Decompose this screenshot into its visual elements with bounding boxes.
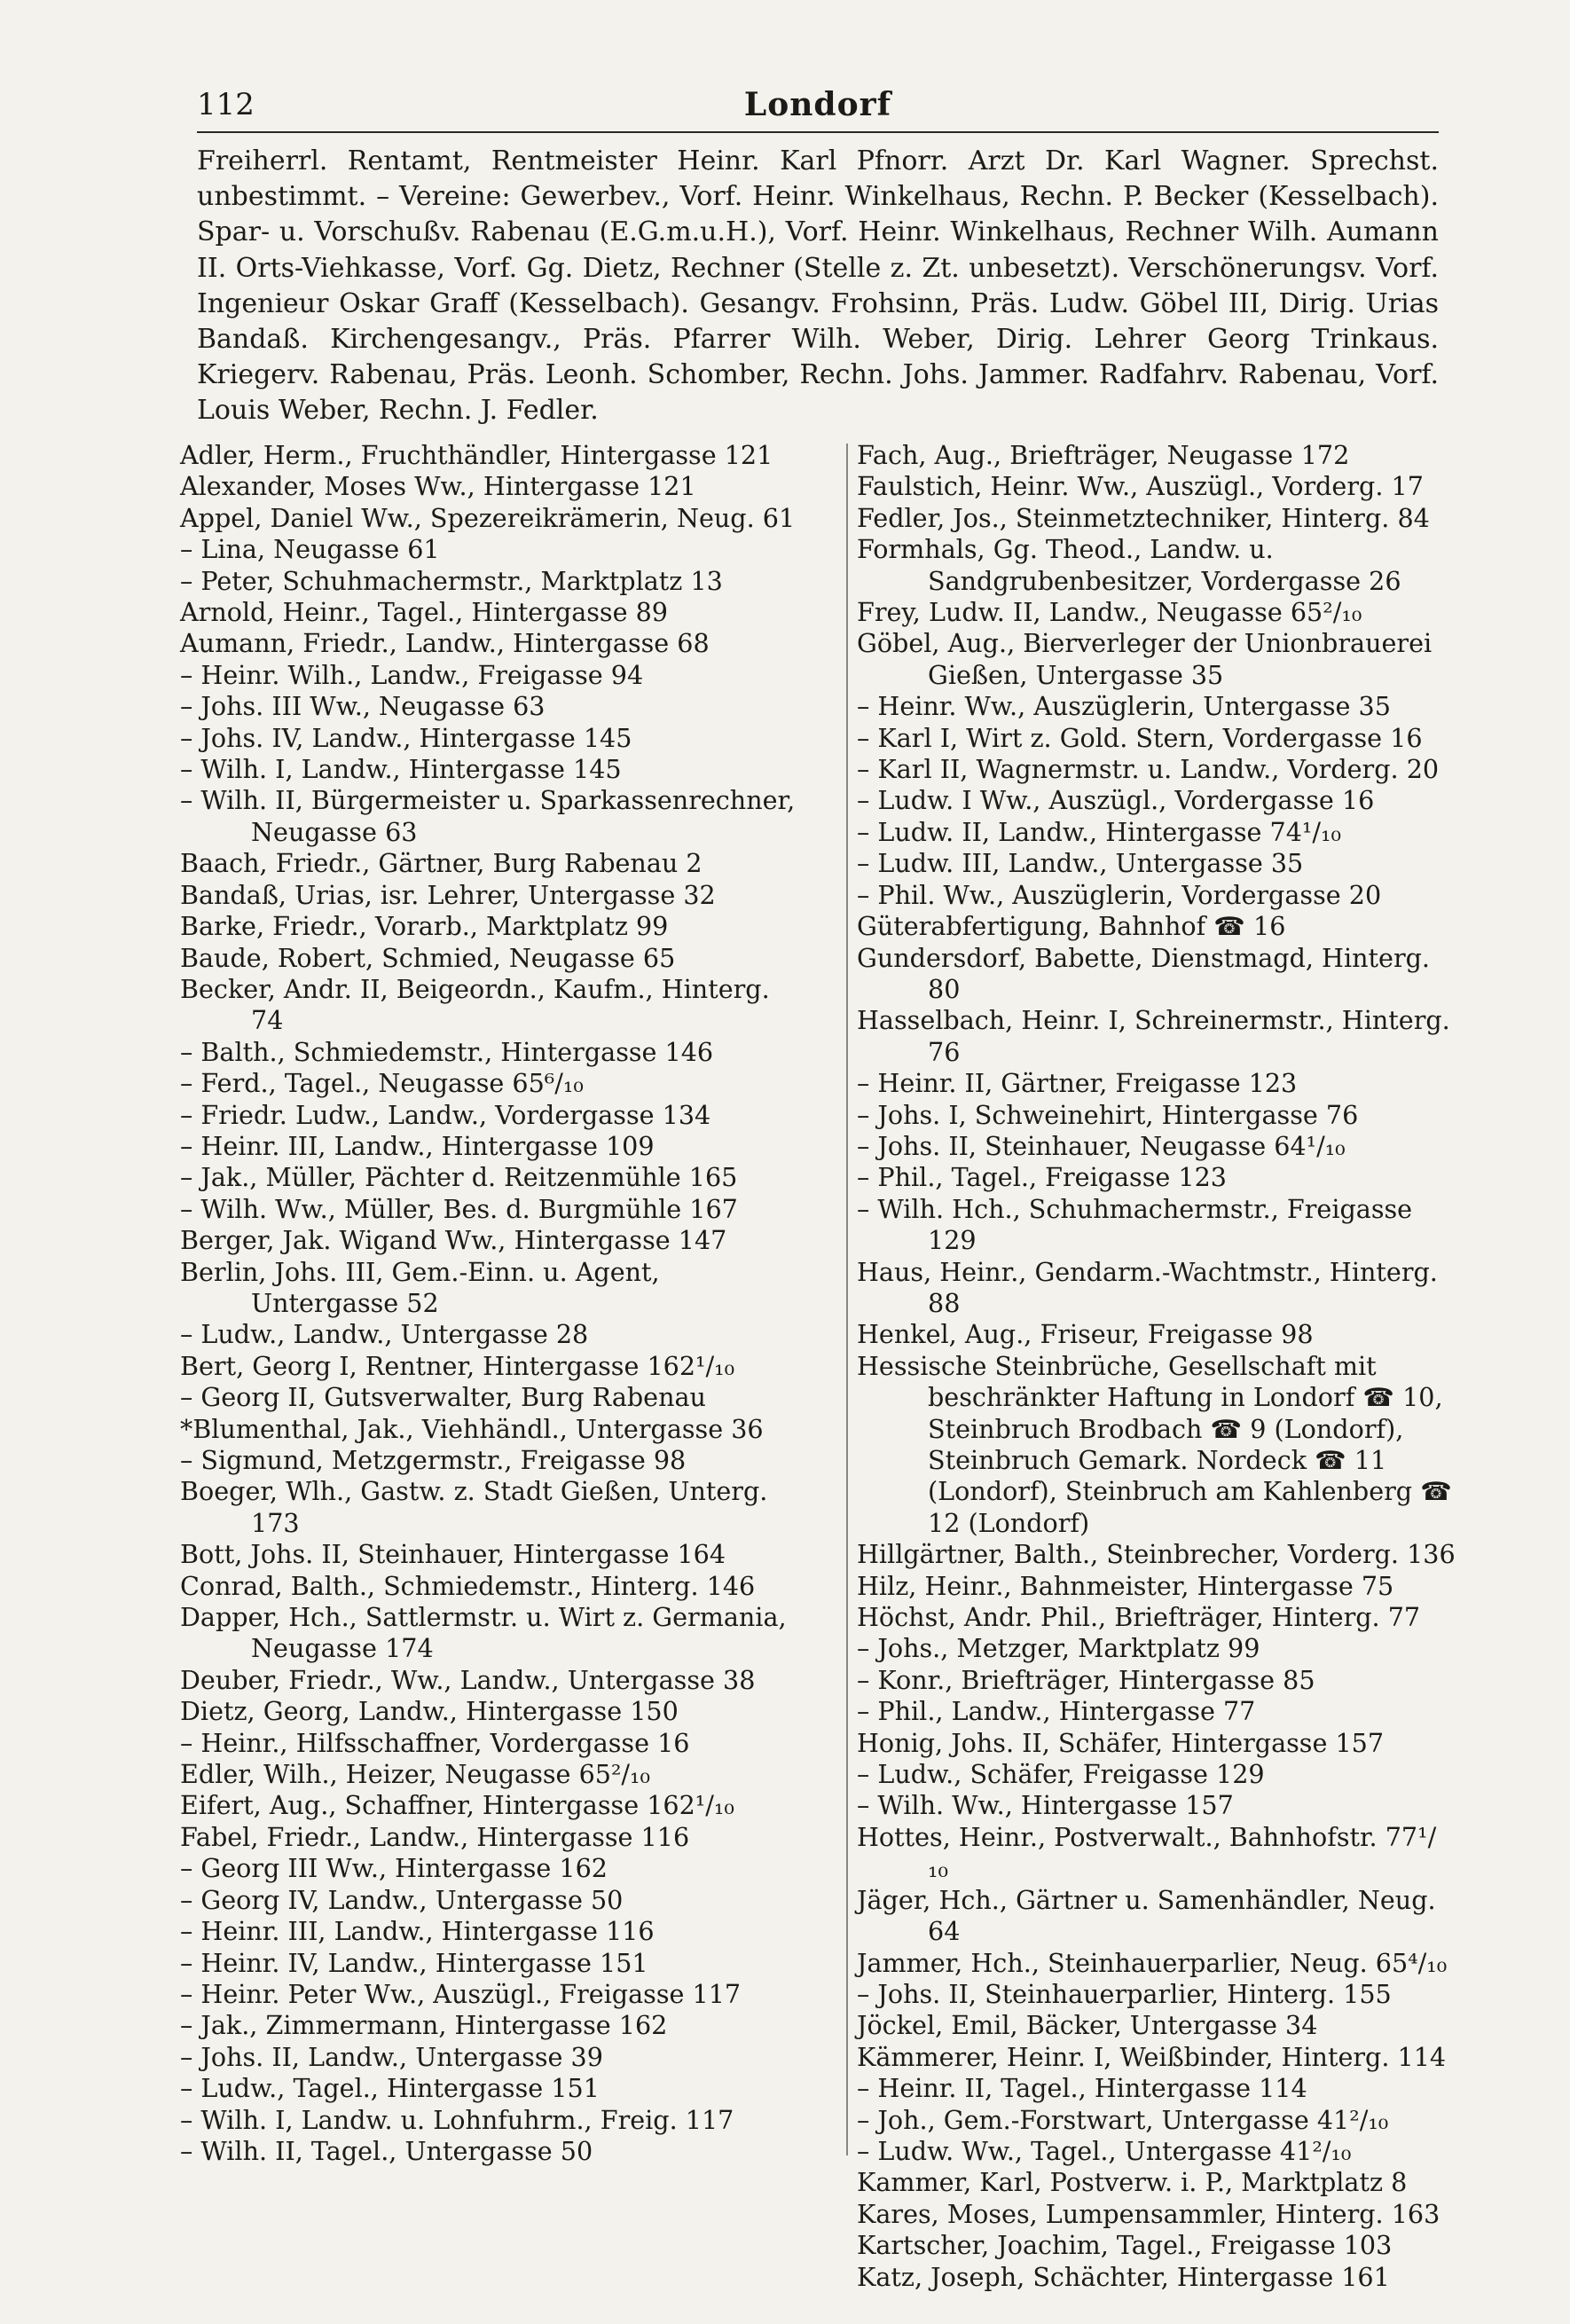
town-institutions-paragraph [197, 144, 1439, 429]
directory-entry: – Johs., Metzger, Marktplatz 99 [857, 1633, 1260, 1664]
directory-entry: Jöckel, Emil, Bäcker, Untergasse 34 [857, 2010, 1318, 2041]
directory-entry: Appel, Daniel Ww., Spezereikrämerin, Neug. 61 [180, 502, 796, 533]
directory-entry: Göbel, Aug., Bierverleger der Unionbrauerei Gießen, Untergasse 35 [857, 628, 1433, 690]
directory-entry: – Joh., Gem.-Forstwart, Untergasse 41²/₁₀ [857, 2104, 1389, 2135]
directory-entry: – Johs. II, Steinhauer, Neugasse 64¹/₁₀ [857, 1130, 1346, 1161]
directory-entry: Hasselbach, Heinr. I, Schreinermstr., Hinterg. 76 [857, 1005, 1450, 1067]
directory-entry: Hillgärtner, Balth., Steinbrecher, Vorderg. 136 [857, 1539, 1456, 1570]
directory-entry: – Heinr. II, Tagel., Hintergasse 114 [857, 2073, 1307, 2104]
directory-entry: Arnold, Heinr., Tagel., Hintergasse 89 [180, 597, 668, 628]
directory-entry: Kares, Moses, Lumpensammler, Hinterg. 163 [857, 2198, 1440, 2229]
directory-entry: – Phil. Ww., Auszüglerin, Vordergasse 20 [857, 879, 1382, 910]
directory-entry: Alexander, Moses Ww., Hintergasse 121 [180, 471, 696, 502]
directory-entry: Conrad, Balth., Schmiedemstr., Hinterg. 146 [180, 1570, 756, 1601]
directory-entry: Jammer, Hch., Steinhauerparlier, Neug. 65⁴/₁₀ [857, 1947, 1448, 1978]
directory-entry: Edler, Wilh., Heizer, Neugasse 65²/₁₀ [180, 1759, 650, 1790]
directory-entry: – Phil., Tagel., Freigasse 123 [857, 1162, 1227, 1193]
directory-entry: – Phil., Landw., Hintergasse 77 [857, 1696, 1256, 1727]
directory-entry: Dapper, Hch., Sattlermstr. u. Wirt z. Germania, Neugasse 174 [180, 1602, 787, 1664]
directory-entry: – Wilh. Ww., Hintergasse 157 [857, 1790, 1234, 1821]
directory-entry: – Ludw., Landw., Untergasse 28 [180, 1319, 589, 1350]
directory-entry: – Jak., Müller, Pächter d. Reitzenmühle 165 [180, 1162, 738, 1193]
directory-entry: – Heinr. III, Landw., Hintergasse 109 [180, 1130, 655, 1161]
directory-entry: Kartscher, Joachim, Tagel., Freigasse 103 [857, 2230, 1393, 2261]
directory-entry: Bott, Johs. II, Steinhauer, Hintergasse 164 [180, 1539, 726, 1570]
directory-entry: Deuber, Friedr., Ww., Landw., Untergasse 38 [180, 1664, 756, 1695]
directory-entry: Honig, Johs. II, Schäfer, Hintergasse 157 [857, 1727, 1385, 1758]
directory-entry: – Peter, Schuhmachermstr., Marktplatz 13 [180, 565, 723, 596]
directory-entry: – Johs. II, Landw., Untergasse 39 [180, 2041, 603, 2072]
directory-entry: – Wilh. II, Tagel., Untergasse 50 [180, 2135, 593, 2166]
directory-entry: Adler, Herm., Fruchthändler, Hintergasse 121 [180, 440, 773, 470]
directory-entry: Frey, Ludw. II, Landw., Neugasse 65²/₁₀ [857, 597, 1362, 628]
directory-entry: – Heinr. III, Landw., Hintergasse 116 [180, 1916, 655, 1947]
directory-entry: Fabel, Friedr., Landw., Hintergasse 116 [180, 1821, 690, 1852]
directory-entry: Katz, Joseph, Schächter, Hintergasse 161 [857, 2261, 1390, 2292]
directory-entry: Eifert, Aug., Schaffner, Hintergasse 162¹/₁₀ [180, 1790, 734, 1821]
directory-entry: Boeger, Wlh., Gastw. z. Stadt Gießen, Unterg. 173 [180, 1476, 768, 1538]
directory-entry: Bert, Georg I, Rentner, Hintergasse 162¹/₁₀ [180, 1350, 735, 1381]
directory-entry: – Heinr. Peter Ww., Auszügl., Freigasse 117 [180, 1978, 742, 2009]
directory-entry: – Ludw., Schäfer, Freigasse 129 [857, 1759, 1265, 1790]
directory-entry: Hessische Steinbrüche, Gesellschaft mit beschränkter Haftung in Londorf ☎ 10, Steinbruch Brodbach ☎ 9 (Londorf), Steinbruch Gemark. Nordeck ☎ 11 (Londorf), Steinbruch am Kahlenberg ☎ 12 (Londorf) [857, 1350, 1452, 1538]
institutions-text: Freiherrl. Rentamt, Rentmeister Heinr. Karl Pfnorr. Arzt Dr. Karl Wagner. Sprechst. unbestimmt. – Vereine: Gewerbev., Vorf. Heinr. Winkelhaus, Rechn. P. Becker (Kesselbach). Spar- u. Vorschußv. Rabenau (E.G.m.u.H.), Vorf. Heinr. Winkelhaus, Rechner Wilh. Aumann II. Orts-Viehkasse, Vorf. Gg. Dietz, Rechner (Stelle z. Zt. unbesetzt). Verschönerungsv. Vorf. Ingenieur Oskar Graff (Kesselbach). Gesangv. Frohsinn, Präs. Ludw. Göbel III, Dirig. Urias Bandaß. Kirchengesangv., Präs. Pfarrer Wilh. Weber, Dirig. Lehrer Georg Trinkaus. Kriegerv. Rabenau, Präs. Leonh. Schomber, Rechn. Johs. Jammer. Radfahrv. Rabenau, Vorf. Louis Weber, Rechn. J. Fedler. [197, 145, 1439, 427]
directory-entry: – Georg II, Gutsverwalter, Burg Rabenau [180, 1382, 706, 1413]
directory-entry: – Ferd., Tagel., Neugasse 65⁶/₁₀ [180, 1068, 584, 1099]
directory-entry: – Georg IV, Landw., Untergasse 50 [180, 1884, 624, 1915]
page-header [197, 87, 1439, 133]
directory-entry: – Ludw. II, Landw., Hintergasse 74¹/₁₀ [857, 816, 1341, 847]
directory-entry: – Johs. II, Steinhauerparlier, Hinterg. 155 [857, 1978, 1392, 2009]
directory-entry: – Heinr. Wilh., Landw., Freigasse 94 [180, 659, 644, 690]
directory-entry: Berlin, Johs. III, Gem.-Einn. u. Agent, Untergasse 52 [180, 1256, 660, 1318]
directory-entry: – Georg III Ww., Hintergasse 162 [180, 1853, 608, 1884]
directory-entry: – Johs. I, Schweinehirt, Hintergasse 76 [857, 1099, 1359, 1130]
directory-entry: – Wilh. I, Landw., Hintergasse 145 [180, 754, 622, 785]
directory-entry: – Lina, Neugasse 61 [180, 534, 440, 565]
directory-entry: – Wilh. I, Landw. u. Lohnfuhrm., Freig. 117 [180, 2104, 734, 2135]
directory-entry: Faulstich, Heinr. Ww., Auszügl., Vorderg. 17 [857, 471, 1424, 502]
directory-entry: – Johs. IV, Landw., Hintergasse 145 [180, 722, 632, 753]
directory-entry: Gundersdorf, Babette, Dienstmagd, Hinterg. 80 [857, 942, 1431, 1004]
directory-entry: – Heinr. IV, Landw., Hintergasse 151 [180, 1947, 648, 1978]
directory-entry: – Heinr. II, Gärtner, Freigasse 123 [857, 1068, 1298, 1099]
directory-entry: Jäger, Hch., Gärtner u. Samenhändler, Neug. 64 [857, 1884, 1436, 1947]
directory-entry: Henkel, Aug., Friseur, Freigasse 98 [857, 1319, 1314, 1350]
directory-entry: – Jak., Zimmermann, Hintergasse 162 [180, 2010, 668, 2041]
directory-entry: *Blumenthal, Jak., Viehhändl., Untergasse 36 [180, 1413, 764, 1444]
directory-entry: Baude, Robert, Schmied, Neugasse 65 [180, 942, 676, 973]
directory-entry: Hilz, Heinr., Bahnmeister, Hintergasse 75 [857, 1570, 1394, 1601]
directory-entry: Berger, Jak. Wigand Ww., Hintergasse 147 [180, 1225, 727, 1256]
directory-entry: Baach, Friedr., Gärtner, Burg Rabenau 2 [180, 848, 703, 879]
directory-entry: – Konr., Briefträger, Hintergasse 85 [857, 1664, 1315, 1695]
directory-entry: – Ludw. I Ww., Auszügl., Vordergasse 16 [857, 785, 1375, 816]
directory-entry: – Karl II, Wagnermstr. u. Landw., Vorderg. 20 [857, 754, 1440, 785]
directory-entry: Güterabfertigung, Bahnhof ☎ 16 [857, 911, 1286, 942]
directory-entry: Barke, Friedr., Vorarb., Marktplatz 99 [180, 911, 669, 942]
directory-entry: Formhals, Gg. Theod., Landw. u. Sandgrubenbesitzer, Vordergasse 26 [857, 534, 1401, 596]
directory-entry: Fach, Aug., Briefträger, Neugasse 172 [857, 440, 1350, 470]
directory-entry: – Ludw., Tagel., Hintergasse 151 [180, 2073, 600, 2104]
directory-entry: Haus, Heinr., Gendarm.-Wachtmstr., Hinterg. 88 [857, 1256, 1438, 1318]
directory-entry: Becker, Andr. II, Beigeordn., Kaufm., Hinterg. 74 [180, 973, 770, 1036]
directory-entry: Höchst, Andr. Phil., Briefträger, Hinterg. 77 [857, 1602, 1421, 1633]
directory-entry: – Karl I, Wirt z. Gold. Stern, Vordergasse 16 [857, 722, 1423, 753]
resident-list-right [857, 440, 1456, 2293]
directory-entry: Kämmerer, Heinr. I, Weißbinder, Hinterg. 114 [857, 2041, 1447, 2072]
directory-entry: – Heinr. Ww., Auszüglerin, Untergasse 35 [857, 691, 1391, 722]
directory-entry: Kammer, Karl, Postverw. i. P., Marktplatz 8 [857, 2167, 1408, 2198]
directory-entry: – Balth., Schmiedemstr., Hintergasse 146 [180, 1036, 714, 1067]
column-divider [846, 444, 848, 2155]
directory-entry: Hottes, Heinr., Postverwalt., Bahnhofstr. 77¹/₁₀ [857, 1821, 1437, 1884]
directory-entry: – Johs. III Ww., Neugasse 63 [180, 691, 546, 722]
directory-entry: – Ludw. III, Landw., Untergasse 35 [857, 848, 1304, 879]
resident-list-left [180, 440, 810, 2167]
directory-entry: – Friedr. Ludw., Landw., Vordergasse 134 [180, 1099, 711, 1130]
directory-entry: – Wilh. Ww., Müller, Bes. d. Burgmühle 167 [180, 1193, 738, 1224]
directory-entry: – Wilh. II, Bürgermeister u. Sparkassenrechner, Neugasse 63 [180, 785, 796, 847]
directory-entry: – Sigmund, Metzgermstr., Freigasse 98 [180, 1445, 687, 1475]
directory-entry: Bandaß, Urias, isr. Lehrer, Untergasse 32 [180, 879, 716, 910]
directory-entry: – Wilh. Hch., Schuhmachermstr., Freigasse 129 [857, 1193, 1413, 1256]
directory-entry: Dietz, Georg, Landw., Hintergasse 150 [180, 1696, 679, 1727]
directory-entry: – Heinr., Hilfsschaffner, Vordergasse 16 [180, 1727, 690, 1758]
page-number: 112 [197, 87, 255, 122]
directory-entry: – Ludw. Ww., Tagel., Untergasse 41²/₁₀ [857, 2135, 1352, 2166]
directory-entry: Fedler, Jos., Steinmetztechniker, Hinterg. 84 [857, 502, 1430, 533]
directory-entry: Aumann, Friedr., Landw., Hintergasse 68 [180, 628, 710, 659]
page-title: Londorf [743, 86, 892, 123]
